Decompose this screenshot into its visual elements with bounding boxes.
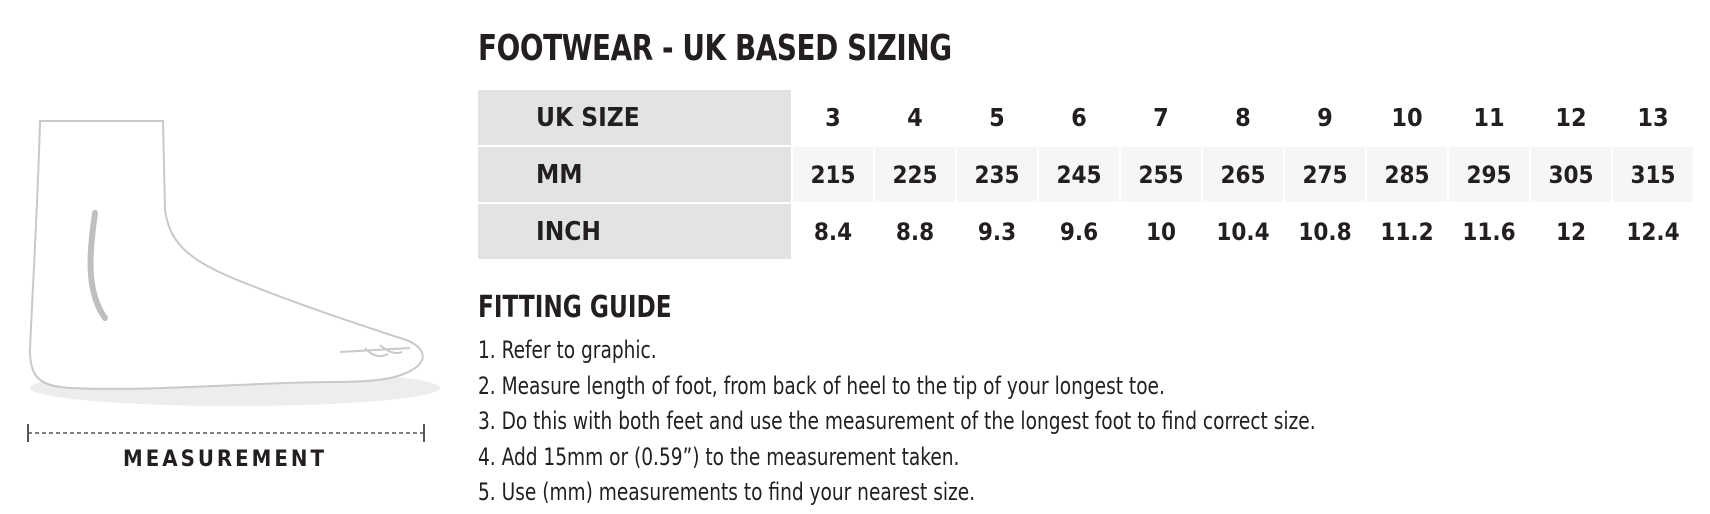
table-cell: 12: [1555, 103, 1587, 132]
table-cell: 10: [1391, 103, 1423, 132]
row-header: UK SIZE: [478, 90, 791, 145]
table-cell: 10: [1145, 217, 1177, 246]
fitting-guide-list: [478, 333, 1452, 511]
table-cell: 275: [1285, 147, 1365, 202]
table-cell: 295: [1449, 147, 1529, 202]
foot-illustration: [0, 0, 460, 514]
table-cell: 11.6: [1462, 217, 1516, 246]
table-cell: 9: [1317, 103, 1333, 132]
page-title: FOOTWEAR - UK BASED SIZING: [478, 28, 952, 69]
table-row-mm: [478, 147, 1693, 202]
table-cell: 6: [1071, 103, 1087, 132]
table-cell: 8.4: [813, 217, 853, 246]
table-cell: 225: [875, 147, 955, 202]
table-cell: 3: [825, 103, 841, 132]
table-cell: 7: [1153, 103, 1169, 132]
table-cell: 4: [907, 103, 923, 132]
table-cell: 9.3: [977, 217, 1017, 246]
table-cell: 9.6: [1059, 217, 1099, 246]
row-header: INCH: [478, 204, 791, 259]
table-row-uk-size: [478, 90, 1693, 145]
fitting-guide-step: 4. Add 15mm or (0.59”) to the measurement taken.: [478, 442, 960, 471]
fitting-guide-step: 1. Refer to graphic.: [478, 336, 657, 364]
measurement-label: MEASUREMENT: [123, 447, 327, 472]
table-cell: 215: [793, 147, 873, 202]
fitting-guide-step: 2. Measure length of foot, from back of heel to the tip of your longest toe.: [478, 371, 1165, 400]
table-cell: 8.8: [895, 217, 935, 246]
fitting-guide-step: 3. Do this with both feet and use the measurement of the longest foot to find correct size.: [478, 407, 1316, 435]
table-cell: 235: [957, 147, 1037, 202]
table-cell: 8: [1235, 103, 1251, 132]
table-row-inch: [478, 204, 1693, 259]
table-cell: 245: [1039, 147, 1119, 202]
table-cell: 13: [1637, 103, 1669, 132]
table-cell: 11: [1473, 103, 1505, 132]
table-cell: 305: [1531, 147, 1611, 202]
table-cell: 265: [1203, 147, 1283, 202]
table-cell: 12.4: [1626, 217, 1680, 246]
table-cell: 10.8: [1298, 217, 1352, 246]
table-cell: 11.2: [1380, 217, 1434, 246]
table-cell: 315: [1613, 147, 1693, 202]
foot-outline-icon: [0, 0, 460, 514]
table-cell: 285: [1367, 147, 1447, 202]
row-header: MM: [478, 147, 791, 202]
fitting-guide-step: 5. Use (mm) measurements to find your nearest size.: [478, 478, 976, 506]
table-cell: 10.4: [1216, 217, 1270, 246]
table-cell: 255: [1121, 147, 1201, 202]
size-table: [476, 88, 1695, 261]
table-cell: 5: [989, 103, 1005, 132]
table-cell: 12: [1555, 217, 1587, 246]
fitting-guide-title: FITTING GUIDE: [478, 290, 672, 325]
